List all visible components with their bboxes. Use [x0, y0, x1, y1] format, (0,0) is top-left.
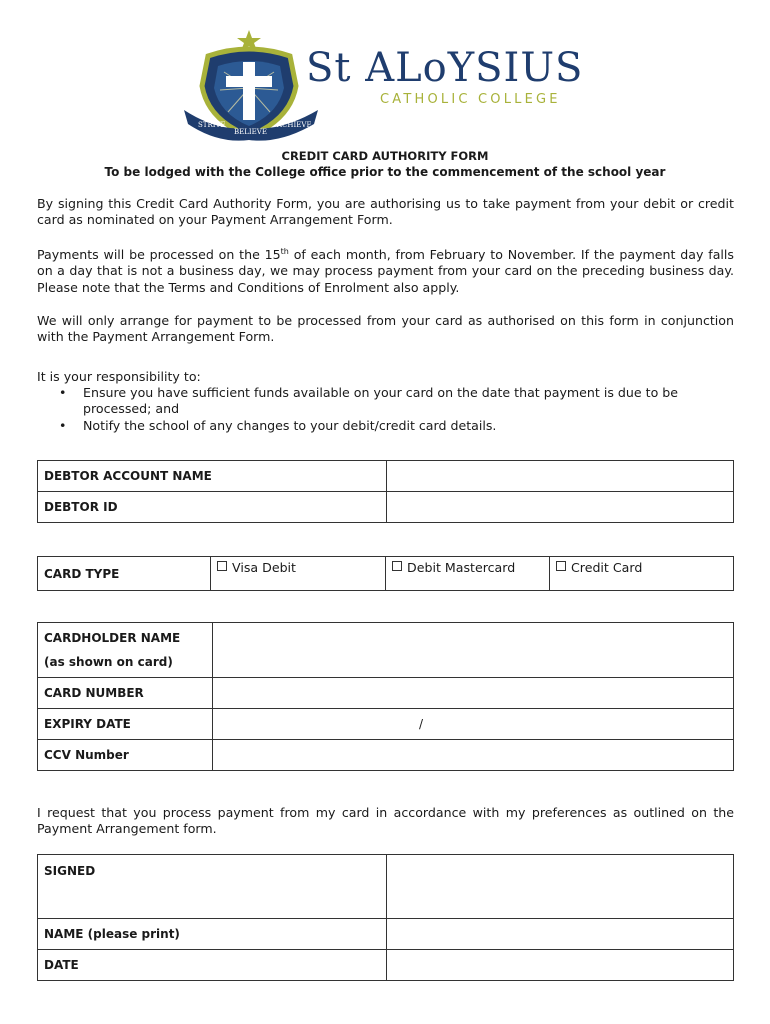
- expiry-date-field[interactable]: [213, 709, 734, 740]
- debtor-id-label: DEBTOR ID: [38, 492, 387, 523]
- cardholder-label-text: CARDHOLDER NAME: [44, 631, 181, 645]
- list-item-text: Notify the school of any changes to your debit/credit card details.: [83, 417, 497, 433]
- expiry-separator: /: [419, 717, 424, 731]
- list-item-text: Ensure you have sufficient funds available on your card on the date that payment is due to be processed; and: [83, 385, 679, 417]
- arrangement-paragraph: We will only arrange for payment to be processed from your card as authorised on this form in conjunction with the Payment Arrangement Form.: [37, 313, 734, 345]
- debtor-table: [37, 460, 734, 523]
- cardholder-note-text: (as shown on card): [44, 655, 173, 669]
- checkbox-icon[interactable]: [392, 561, 402, 571]
- debtor-account-name-field[interactable]: [387, 461, 734, 492]
- ccv-field[interactable]: [213, 740, 734, 771]
- date-field[interactable]: [387, 950, 734, 981]
- cardholder-name-field[interactable]: [213, 623, 734, 678]
- crest-ribbon-text: BELIEVE: [234, 128, 267, 136]
- college-crest-logo: [178, 28, 324, 146]
- payments-text-before: Payments will be processed on the 15: [37, 247, 281, 262]
- card-number-field[interactable]: [213, 678, 734, 709]
- form-subtitle: To be lodged with the College office prior to the commencement of the school year: [104, 165, 666, 179]
- date-label: DATE: [38, 950, 387, 981]
- payments-superscript: th: [280, 246, 289, 256]
- intro-paragraph: By signing this Credit Card Authority Form, you are authorising us to take payment from your debit or credit card as nominated on your Payment Arrangement Form.: [37, 196, 734, 228]
- card-type-table: [37, 556, 734, 591]
- expiry-date-label: EXPIRY DATE: [38, 709, 213, 740]
- checkbox-icon[interactable]: [217, 561, 227, 571]
- option-label: Visa Debit: [232, 560, 296, 575]
- form-title: CREDIT CARD AUTHORITY FORM: [281, 149, 489, 163]
- list-item: [37, 385, 734, 418]
- signature-table: [37, 854, 734, 981]
- ccv-label: CCV Number: [38, 740, 213, 771]
- debtor-account-name-label: DEBTOR ACCOUNT NAME: [38, 461, 387, 492]
- school-subtitle: CATHOLIC COLLEGE: [380, 92, 561, 107]
- school-name: St ALoYSIUS: [306, 45, 584, 91]
- debtor-id-field[interactable]: [387, 492, 734, 523]
- card-type-option-credit-card[interactable]: [550, 557, 734, 591]
- signature-field[interactable]: [387, 855, 734, 919]
- list-item: [37, 418, 734, 434]
- responsibility-list: [37, 385, 734, 434]
- bullet-icon: •: [59, 417, 67, 433]
- option-label: Credit Card: [571, 560, 643, 575]
- card-type-label: CARD TYPE: [38, 557, 211, 591]
- request-paragraph: I request that you process payment from my card in accordance with my preferences as outlined on the Payment Arrangement form.: [37, 805, 734, 837]
- card-number-label: CARD NUMBER: [38, 678, 213, 709]
- crest-ribbon-text: STRIVE: [198, 121, 226, 129]
- bullet-icon: •: [59, 385, 67, 400]
- responsibility-heading: It is your responsibility to:: [37, 369, 201, 384]
- print-name-field[interactable]: [387, 919, 734, 950]
- signed-label: SIGNED: [38, 855, 387, 919]
- cardholder-name-label: [38, 623, 213, 678]
- print-name-label: NAME (please print): [38, 919, 387, 950]
- card-type-option-debit-mastercard[interactable]: [386, 557, 550, 591]
- payments-text-after: of each month, from February to November. If the payment day falls on a day that is not a business day, we may process payment from your card on the preceding business day. Please note that the Terms and Conditions of Enrolment also apply.: [37, 247, 734, 295]
- option-label: Debit Mastercard: [407, 560, 516, 575]
- crest-ribbon-text: ACHIEVE: [277, 121, 312, 129]
- card-details-table: [37, 622, 734, 771]
- card-type-option-visa-debit[interactable]: [211, 557, 386, 591]
- checkbox-icon[interactable]: [556, 561, 566, 571]
- school-name-block: [306, 42, 606, 114]
- payments-paragraph: [37, 247, 734, 296]
